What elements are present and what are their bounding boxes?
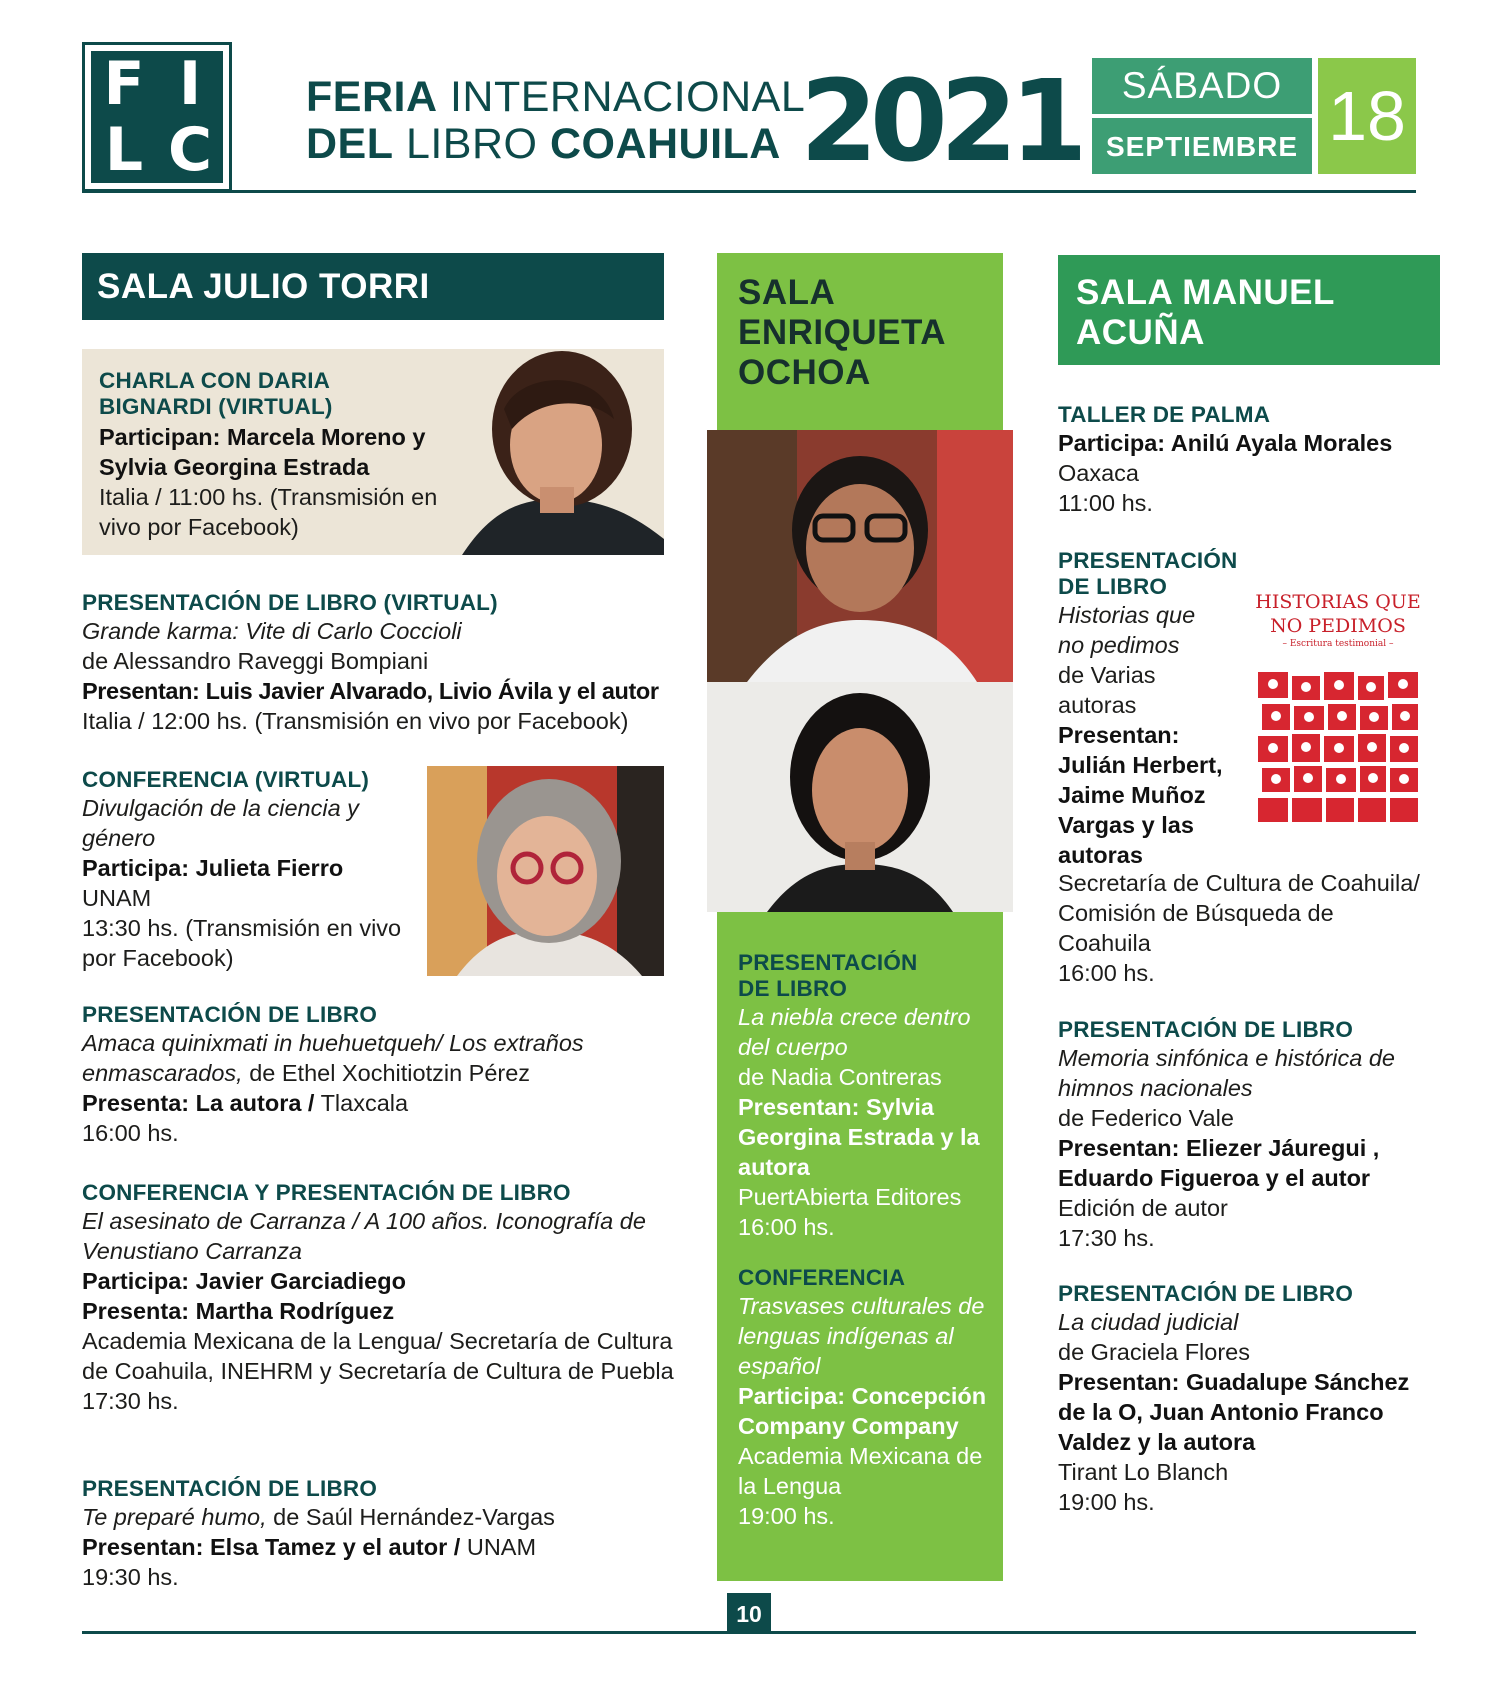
- title-libro: LIBRO: [393, 120, 550, 168]
- event-ciudad-judicial: [1058, 1281, 1438, 1517]
- event-book: Grande karma: Vite di Carlo Coccioli: [82, 618, 462, 644]
- event-author: de Federico Vale: [1058, 1105, 1234, 1131]
- title-coahuila: COAHUILA: [549, 120, 781, 168]
- event-participants: Presentan: Julián Herbert, Jaime Muñoz Vargas y las autoras: [1058, 722, 1223, 868]
- event-title: PRESENTACIÓN DE LIBRO: [1058, 1281, 1354, 1306]
- photo-daria-bignardi: [452, 349, 664, 555]
- event-place: Tlaxcala: [314, 1090, 409, 1116]
- cover-title-line1: HISTORIAS QUE: [1255, 591, 1421, 613]
- event-participants: Presentan: Guadalupe Sánchez de la O, Juan Antonio Franco Valdez y la autora: [1058, 1369, 1410, 1455]
- sala-julio-torri-header: SALA JULIO TORRI: [82, 253, 664, 320]
- event-org: Academia Mexicana de la Lengua/ Secretaría de Cultura de Coahuila, INEHRM y Secretaría de Cultura de Puebla: [82, 1328, 674, 1384]
- event-info: Italia / 12:00 hs. (Transmisión en vivo por Facebook): [82, 708, 629, 734]
- event-memoria-sinfonica: [1058, 1017, 1428, 1253]
- cover-faces-illustration: [1258, 672, 1418, 822]
- event-book: Trasvases culturales de lenguas indígenas al español: [738, 1293, 985, 1379]
- event-asesinato-carranza: [82, 1180, 682, 1416]
- filc-logo: [82, 42, 232, 192]
- sala2-name-line: SALA: [738, 273, 836, 312]
- fair-year: 2021: [800, 57, 1080, 187]
- event-divulgacion-ciencia: [82, 767, 412, 973]
- event-info: Italia / 11:00 hs. (Transmisión en vivo por Facebook): [99, 484, 438, 540]
- event-time: 19:00 hs.: [738, 1503, 835, 1529]
- event-org: UNAM: [82, 885, 152, 911]
- event-author: de Nadia Contreras: [738, 1064, 942, 1090]
- event-time: 16:00 hs.: [82, 1120, 179, 1146]
- event-time: 11:00 hs.: [1058, 490, 1153, 516]
- cover-subtitle: – Escritura testimonial –: [1282, 639, 1394, 649]
- date-month: SEPTIEMBRE: [1092, 118, 1312, 174]
- event-historias-details: [1058, 868, 1428, 988]
- sala3-name-line: ACUÑA: [1076, 313, 1205, 352]
- event-participants: Presentan: Elsa Tamez y el autor /: [82, 1534, 461, 1560]
- event-org: Secretaría de Cultura de Coahuila/ Comisión de Búsqueda de Coahuila: [1058, 870, 1420, 956]
- event-participants: Presentan: Sylvia Georgina Estrada y la autora: [738, 1094, 980, 1180]
- event-time: 16:00 hs.: [1058, 960, 1155, 986]
- event-org: Tirant Lo Blanch: [1058, 1459, 1229, 1485]
- photo-concepcion-company: [707, 682, 1013, 912]
- fair-title: [306, 74, 805, 168]
- photo-julieta-fierro: [427, 766, 664, 976]
- event-participants: Presentan: Luis Javier Alvarado, Livio Ávila y el autor: [82, 678, 659, 704]
- event-taller-palma: [1058, 402, 1438, 518]
- event-participants: Participa: Concepción Company Company: [738, 1383, 987, 1439]
- event-participants: Presentan: Eliezer Jáuregui , Eduardo Figueroa y el autor: [1058, 1135, 1380, 1191]
- event-niebla-crece: [738, 950, 998, 1242]
- logo-letter-l: L: [104, 115, 144, 185]
- event-book: La niebla crece dentro del cuerpo: [738, 1004, 971, 1060]
- event-org: Edición de autor: [1058, 1195, 1228, 1221]
- event-author: de Alessandro Raveggi Bompiani: [82, 648, 429, 674]
- sala2-name-line: ENRIQUETA: [738, 313, 947, 352]
- event-time: 19:00 hs.: [1058, 1489, 1155, 1515]
- logo-letter-c: C: [167, 115, 213, 185]
- event-book: Te preparé humo,: [82, 1504, 267, 1530]
- title-del: DEL: [306, 120, 394, 168]
- event-title: PRESENTACIÓN DE LIBRO: [1058, 1017, 1354, 1042]
- event-participant: Participa: Javier Garciadiego: [82, 1268, 406, 1294]
- event-place: Oaxaca: [1058, 460, 1139, 486]
- event-grande-karma: [82, 590, 682, 736]
- event-amaca-quinixmati: [82, 1002, 672, 1148]
- event-book: Amaca quinixmati in huehuetqueh/ Los extraños enmascarados,: [82, 1030, 584, 1086]
- event-time: 16:00 hs.: [738, 1214, 835, 1240]
- event-title: PRESENTACIÓN DE LIBRO: [738, 950, 918, 1001]
- logo-letter-i: I: [178, 49, 202, 119]
- page-number: 10: [727, 1593, 771, 1633]
- sala2-name-line: OCHOA: [738, 353, 871, 392]
- event-author: de Graciela Flores: [1058, 1339, 1250, 1365]
- date-day-name: SÁBADO: [1092, 58, 1312, 114]
- sala-enriqueta-ochoa-header: [738, 273, 998, 393]
- event-charla-bignardi: [99, 368, 439, 542]
- event-title: PRESENTACIÓN DE LIBRO: [82, 1002, 378, 1027]
- event-time: 17:30 hs.: [1058, 1225, 1155, 1251]
- event-title: CONFERENCIA: [738, 1265, 906, 1290]
- event-participants: Presenta: La autora /: [82, 1090, 315, 1116]
- logo-letter-f: F: [103, 49, 145, 119]
- event-participants: Participa: Julieta Fierro: [82, 855, 344, 881]
- event-title: PRESENTACIÓN DE LIBRO: [1058, 548, 1238, 599]
- event-info: 13:30 hs. (Transmisión en vivo por Facebook): [82, 915, 402, 971]
- sala3-name-line: SALA MANUEL: [1076, 273, 1335, 312]
- title-feria: FERIA: [306, 73, 438, 121]
- event-participants: Participan: Marcela Moreno y Sylvia Georgina Estrada: [99, 424, 426, 480]
- header-divider: [82, 190, 1416, 193]
- event-time: 19:30 hs.: [82, 1564, 179, 1590]
- event-author: de Varias autoras: [1058, 662, 1156, 718]
- event-author: de Ethel Xochitiotzin Pérez: [242, 1060, 531, 1086]
- event-org: Academia Mexicana de la Lengua: [738, 1443, 983, 1499]
- event-book: Divulgación de la ciencia y género: [82, 795, 359, 851]
- event-participants: Participa: Anilú Ayala Morales: [1058, 430, 1393, 456]
- event-book: Historias que no pedimos: [1058, 602, 1196, 658]
- sala-manuel-acuna-header: [1058, 255, 1440, 365]
- event-title: CONFERENCIA (VIRTUAL): [82, 767, 370, 792]
- event-org: UNAM: [460, 1534, 537, 1560]
- event-title: TALLER DE PALMA: [1058, 402, 1271, 427]
- event-presenter: Presenta: Martha Rodríguez: [82, 1298, 395, 1324]
- event-historias-que-no-pedimos: [1058, 548, 1258, 870]
- event-title: CHARLA CON DARIA BIGNARDI (VIRTUAL): [99, 368, 333, 419]
- cover-title-line2: NO PEDIMOS: [1270, 615, 1406, 637]
- event-book: El asesinato de Carranza / A 100 años. Iconografía de Venustiano Carranza: [82, 1208, 646, 1264]
- event-title: CONFERENCIA Y PRESENTACIÓN DE LIBRO: [82, 1180, 571, 1205]
- event-author: de Saúl Hernández-Vargas: [266, 1504, 555, 1530]
- event-title: PRESENTACIÓN DE LIBRO: [82, 1476, 378, 1501]
- photo-nadia-contreras: [707, 430, 1013, 682]
- event-te-prepare-humo: [82, 1476, 682, 1592]
- event-time: 17:30 hs.: [82, 1388, 179, 1414]
- event-title: PRESENTACIÓN DE LIBRO (VIRTUAL): [82, 590, 498, 615]
- event-book: Memoria sinfónica e histórica de himnos nacionales: [1058, 1045, 1395, 1101]
- book-cover-historias: [1240, 580, 1436, 838]
- title-internacional: INTERNACIONAL: [437, 73, 806, 121]
- event-trasvases-culturales: [738, 1265, 998, 1531]
- event-book: La ciudad judicial: [1058, 1309, 1239, 1335]
- event-org: PuertAbierta Editores: [738, 1184, 962, 1210]
- date-day-number: 18: [1318, 58, 1416, 174]
